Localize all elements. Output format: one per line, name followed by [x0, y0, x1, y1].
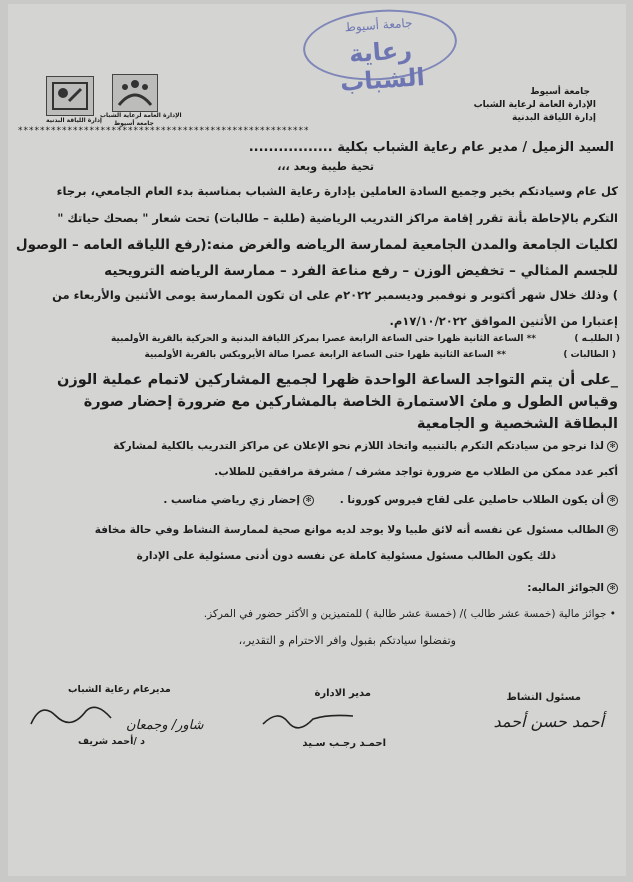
gear-bullet-icon: ✻ — [607, 495, 618, 506]
activity-title: مسئول النشاط — [506, 692, 581, 703]
header-line1: جامعة أسيوط — [530, 87, 590, 97]
request3-line1 — [95, 524, 618, 536]
stamp-line2: رعاية الشباب — [339, 35, 426, 97]
request1-text: لذا نرجو من سيادتكم التكرم بالتنبيه واتخاذ اللازم نحو الإعلان عن مراكز التدريب بالكلية لمشاركة — [113, 440, 604, 452]
fitness-logo-icon — [47, 77, 93, 115]
paragraph-line1: كل عام وسيادتكم بخير وجميع السادة العاملين بإدارة رعاية الشباب بمناسبة بدء العام الجامعي، برجاء — [56, 184, 618, 198]
notice-line2: وقياس الطول و ملئ الاستمارة الخاصة بالمشاركين مع ضرورة إحضار صورة — [83, 394, 618, 410]
admin-signature-icon — [258, 704, 358, 734]
request2-text: أن يكون الطلاب حاصلين على لقاح فيروس كورونا . — [339, 494, 604, 506]
notice-line3: البطاقة الشخصية و الجامعية — [416, 416, 618, 432]
paragraph-line3: لكليات الجامعة والمدن الجامعية لممارسة الرياضه والغرض منه:(رفع اللياقه العامه – الوصول — [15, 237, 618, 253]
request1-line1 — [113, 440, 618, 452]
paragraph-line4: للجسم المثالي – تخفيض الوزن – رفع مناعة الفرد – ممارسة الرياضه الترويحيه — [104, 263, 618, 279]
gear-bullet-icon: ✻ — [607, 441, 618, 452]
request2-line — [340, 494, 618, 506]
admin-title: مدير الادارة — [314, 688, 371, 699]
paragraph-line2: التكرم بالإحاطة بأنة تقرر إقامة مراكز التدريب الرياضية (طلبة – طالبات) تحت شعار " بصحك حياتك " — [57, 211, 618, 225]
closing-line: وتفضلوا سيادتكم بقبول وافر الاحترام و التقدير،، — [238, 634, 456, 647]
stamp-line1: جامعة أسيوط — [344, 15, 413, 35]
activity-signature: أحمد حسن أحمد — [493, 712, 604, 731]
schedule-line2: ** الساعة الثانية ظهرا حتى الساعة الرابعة عصرا صالة الأيروبكس بالقرية الأولمبية — [144, 350, 506, 360]
schedule-tag2: ( الطالبات ) — [563, 350, 616, 360]
gm-name: د /أحمد شريف — [78, 736, 146, 747]
schedule-line1: ** الساعة الثانية ظهرا حتى الساعة الرابعة عصرا بمركز اللياقة البدنية و الحركية بالقرية الأولمبية — [110, 334, 536, 344]
admin-name: احمـد رجـب سـيد — [302, 738, 386, 749]
request2b-text: إحضار زي رياضي مناسب . — [163, 494, 300, 506]
gear-bullet-icon: ✻ — [303, 495, 314, 506]
logo1-caption2: جامعة أسيوط — [114, 120, 154, 127]
gear-bullet-icon: ✻ — [607, 525, 618, 536]
paragraph-line5: ) وذلك خلال شهر أكتوبر و نوفمبر وديسمبر ٢٠٢٢م على ان تكون الممارسة يومى الأثنين والأربعاء من — [52, 288, 618, 302]
header-line2: الإدارة العامة لرعاية الشباب — [473, 100, 596, 110]
logo1-caption: الإدارة العامة لرعاية الشباب — [100, 112, 182, 119]
schedule-tag1: ( الطلبـه ) — [574, 334, 620, 344]
gm-handwritten-note: شاور/ وجمعان — [126, 718, 204, 733]
gm-title: مديرعام رعاية الشباب — [68, 684, 171, 695]
greeting: تحية طيبة وبعد ،،، — [277, 160, 374, 173]
document-page — [8, 4, 626, 876]
request1-line2: أكبر عدد ممكن من الطلاب مع ضرورة تواجد مشرف / مشرفة مرافقين للطلاب. — [214, 466, 618, 478]
request3-line2: ذلك يكون الطالب مسئول مسئولية كاملة عن نفسه دون أدنى مسئولية على الإدارة — [136, 550, 556, 562]
prizes-title-line — [527, 582, 618, 594]
paragraph-line6: إعتبارا من الأثنين الموافق ١٧/١٠/٢٠٢٢م. — [389, 314, 618, 328]
logo-fitness — [46, 76, 94, 116]
salutation: السيد الزميل / مدير عام رعاية الشباب بكلية ................. — [248, 140, 614, 155]
gm-signature-icon — [26, 696, 116, 736]
request3-text: الطالب مسئول عن نفسه أنه لائق طبيا ولا يوجد لديه موانع صحية لممارسة النشاط وفي حالة مخافة — [94, 524, 604, 536]
request2b-line — [163, 494, 314, 506]
logo2-caption: إدارة اللياقة البدنية — [46, 117, 102, 124]
logo-youth-care — [112, 74, 158, 112]
people-logo-icon — [113, 75, 157, 111]
prizes-title: الجوائز الماليه: — [527, 582, 604, 594]
notice-line1: _على أن يتم التواجد الساعة الواحدة ظهرا لجميع المشاركين لاتمام عملية الوزن — [56, 372, 618, 388]
university-stamp — [301, 5, 460, 97]
header-line3: إدارة اللياقة البدنية — [512, 113, 596, 123]
gear-bullet-icon: ✻ — [607, 583, 618, 594]
stars-divider: ***************************************************** — [18, 126, 310, 136]
prizes-line: • جوائز مالية (خمسة عشر طالب )/ (خمسة عشر طالبة ) للمتميزين و الأكثر حضور في المركز. — [203, 608, 616, 620]
